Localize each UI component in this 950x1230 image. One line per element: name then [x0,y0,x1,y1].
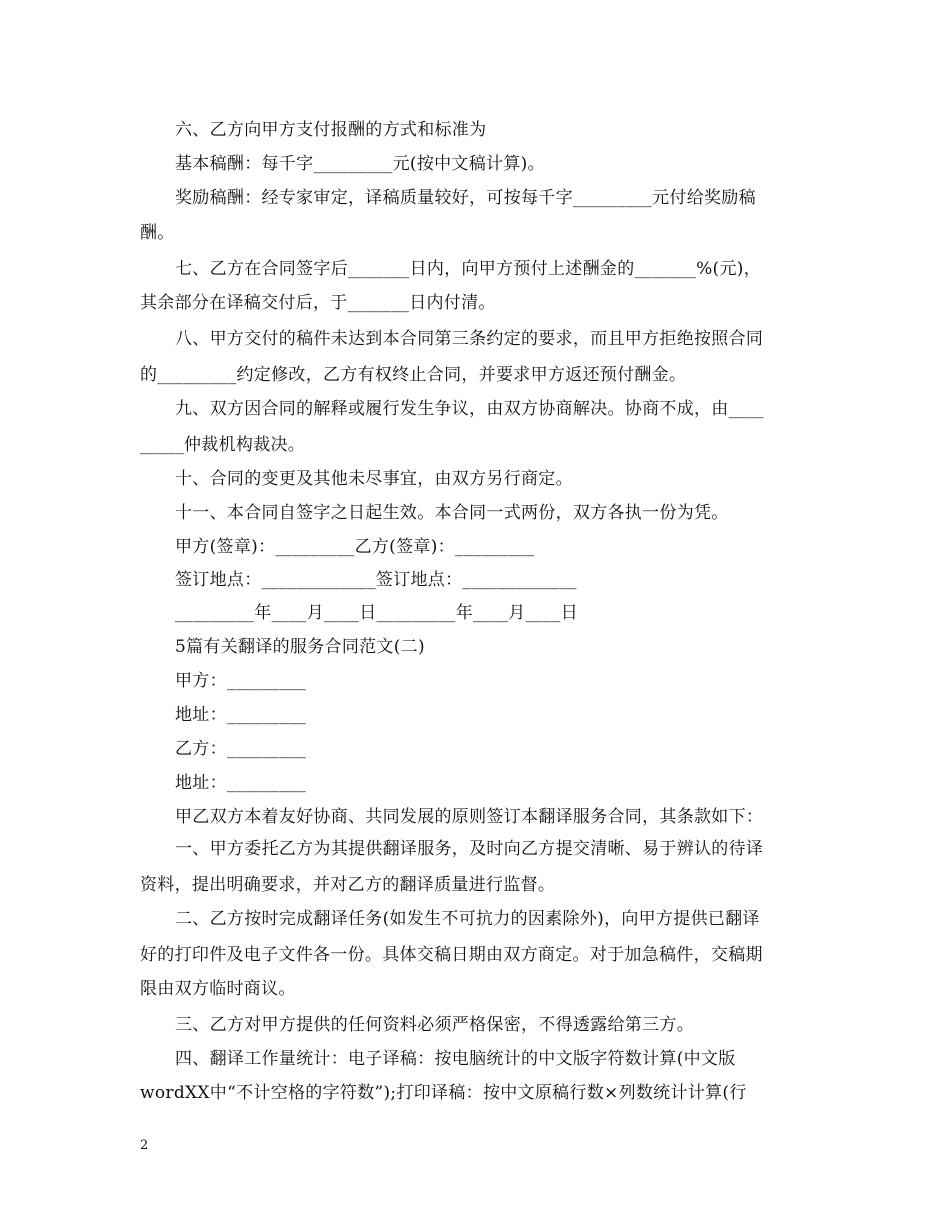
section-heading: 5篇有关翻译的服务合同范文(二) [175,637,425,657]
party-a-line: 甲方：_________ [175,671,307,691]
text-line: 一、甲方委托乙方为其提供翻译服务，及时向乙方提交清晰、易于辨认的待译 [175,839,764,859]
text-line: 甲乙双方本着友好协商、共同发展的原则签订本翻译服务合同，其条款如下： [175,807,764,827]
text-line: 其余部分在译稿交付后，于_______日内付清。 [140,293,496,313]
text-line: 八、甲方交付的稿件未达到本合同第三条约定的要求，而且甲方拒绝按照合同 [175,329,764,349]
text-line: 六、乙方向甲方支付报酬的方式和标准为 [175,120,487,140]
text-line: 三、乙方对甲方提供的任何资料必须严格保密，不得透露给第三方。 [175,1015,694,1035]
signing-place-line: 签订地点：_____________签订地点：_____________ [175,570,577,590]
party-b-line: 乙方：_________ [175,739,307,759]
text-line: _____仲裁机构裁决。 [140,435,306,455]
date-line: _________年____月____日_________年____月____日 [175,603,578,623]
text-line: 七、乙方在合同签字后_______日内，向甲方预付上述酬金的_______%(元)， [175,259,762,279]
text-line: 限由双方临时商议。 [140,979,296,999]
text-line: 酬。 [140,223,175,243]
text-line: wordXX中“不计空格的字符数”);打印译稿：按中文原稿行数×列数统计计算(行 [140,1083,747,1103]
address-line: 地址：_________ [175,705,307,725]
text-line: 好的打印件及电子文件各一份。具体交稿日期由双方商定。对于加急稿件，交稿期 [140,945,763,965]
text-line: 十、合同的变更及其他未尽事宜，由双方另行商定。 [175,469,573,489]
text-line: 十一、本合同自签字之日起生效。本合同一式两份，双方各执一份为凭。 [175,503,729,523]
signature-line: 甲方(签章)：_________乙方(签章)：_________ [175,537,535,557]
text-line: 奖励稿酬：经专家审定，译稿质量较好，可按每千字_________元付给奖励稿 [175,188,756,208]
text-line: 二、乙方按时完成翻译任务(如发生不可抗力的因素除外)，向甲方提供已翻译 [175,909,760,929]
text-line: 九、双方因合同的解释或履行发生争议，由双方协商解决。协商不成，由____ [175,399,764,419]
text-line: 的_________约定修改，乙方有权终止合同，并要求甲方返还预付酬金。 [140,365,687,385]
text-line: 四、翻译工作量统计：电子译稿：按电脑统计的中文版字符数计算(中文版 [175,1049,736,1069]
page-number: 2 [140,1138,149,1153]
address-line: 地址：_________ [175,773,307,793]
text-line: 基本稿酬：每千字_________元(按中文稿计算)。 [175,154,545,174]
text-line: 资料，提出明确要求，并对乙方的翻译质量进行监督。 [140,875,556,895]
